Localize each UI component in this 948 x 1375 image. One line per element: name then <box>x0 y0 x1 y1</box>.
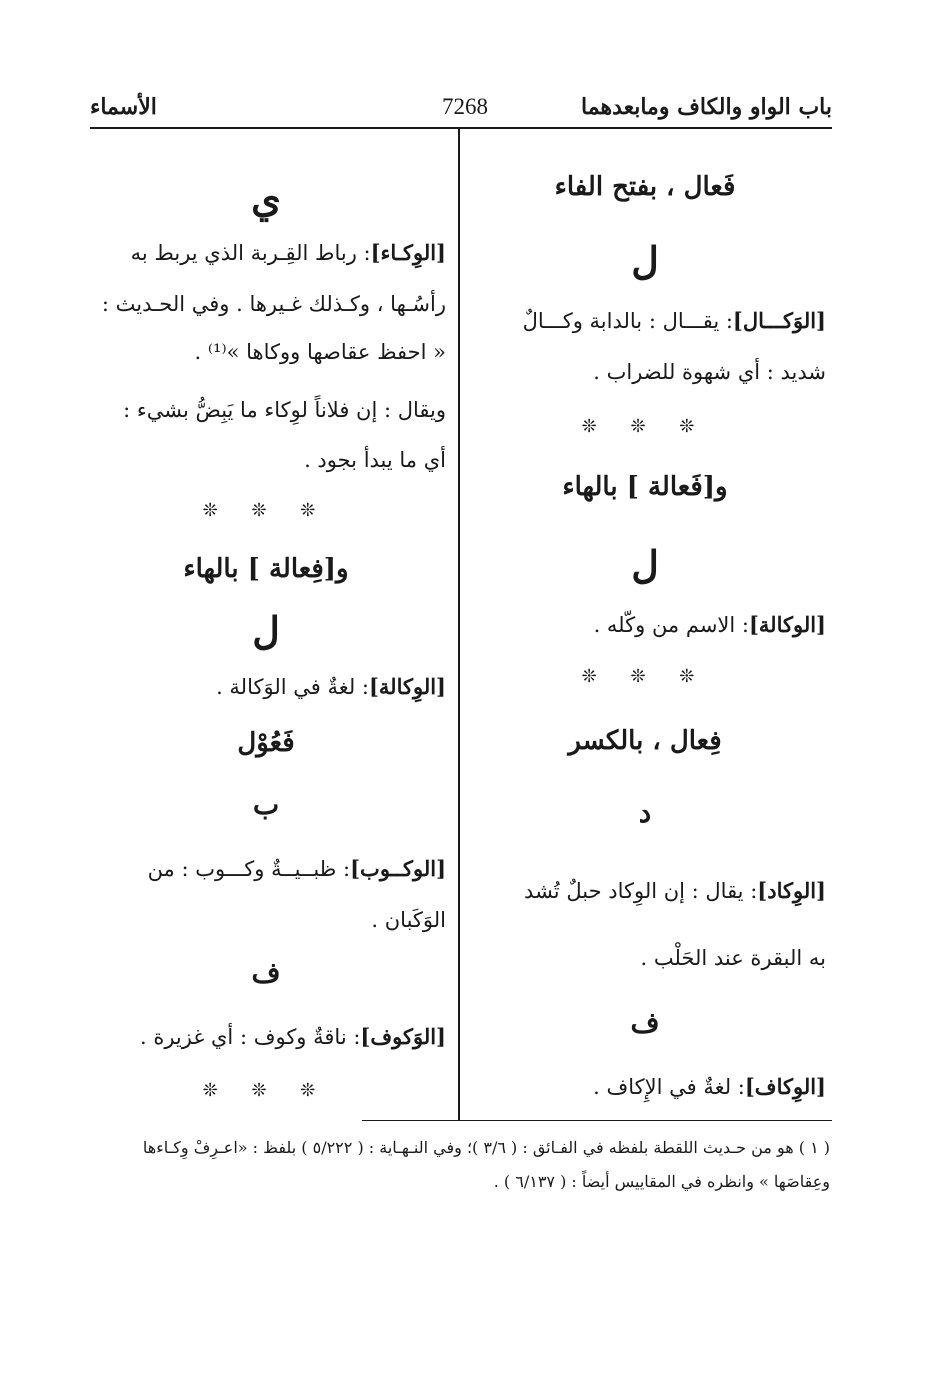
left-entry-wakuf: [الوَكوف]: ناقةٌ وكوف : أي غزيرة . <box>139 1024 446 1049</box>
right-entry-wakala-keyword: [الوكالة] <box>748 612 826 637</box>
left-heading-fi-ala: و[فِعالة ] بالهاء <box>183 554 349 584</box>
left-entry-wika-keyword: [الوِكـاء] <box>370 240 446 265</box>
page-number: 7268 <box>442 94 488 119</box>
right-letter-fa: ف <box>630 1006 660 1039</box>
left-letter-ya: ي <box>251 176 281 221</box>
right-entry-wikaf: [الوِكاف]: لغةٌ في الإِكاف . <box>593 1074 826 1099</box>
left-letter-fa: ف <box>251 956 281 989</box>
left-entry-wika-line3: « احفظ عقاصها ووكاها »⁽¹⁾ . <box>194 340 446 364</box>
running-header <box>90 88 832 126</box>
right-entry-wakal-line2: شديد : أي شهوة للضراب . <box>593 360 826 384</box>
right-entry-wakal-line1: [الوَكـــال]: يقـــال : بالدابة وكـــالٌ <box>522 308 826 333</box>
right-entry-wikad-line2: به البقرة عند الحَلْب . <box>640 946 826 970</box>
right-entry-wakala: [الوكالة]: الاسم من وكّله . <box>593 612 826 637</box>
left-separator-stars-1: ❊ ❊ ❊ <box>202 500 330 521</box>
right-heading-fa-al: فَعال ، بفتح الفاء <box>554 172 736 202</box>
chapter-title: باب الواو والكاف ومابعدهما <box>581 94 832 120</box>
left-letter-lam: ل <box>252 608 280 653</box>
left-entry-wakub-line2: الوَكَبان . <box>371 908 446 932</box>
left-entry-wakub-line1: [الوكــوب]: ظبــيــةٌ وكـــوب : من <box>147 856 446 881</box>
left-separator-stars-2: ❊ ❊ ❊ <box>202 1080 330 1101</box>
left-entry-wikala-keyword: [الوِكالة] <box>368 674 446 699</box>
left-entry-wikala: [الوِكالة]: لغةٌ في الوَكالة . <box>216 674 446 699</box>
left-entry-wakub-keyword: [الوكــوب] <box>350 856 446 881</box>
left-entry-wakuf-keyword: [الوَكوف] <box>360 1024 446 1049</box>
right-heading-fa-ala: و[فَعالة ] بالهاء <box>562 472 728 502</box>
right-entry-wikad-line1: [الوِكاد]: يقال : إن الوِكاد حبلٌ تُشد <box>524 878 826 903</box>
right-entry-wikad-keyword: [الوِكاد] <box>757 878 826 903</box>
left-letter-ba: ب <box>252 788 280 821</box>
left-entry-wika-line5: أي ما يبدأ بجود . <box>304 448 446 472</box>
left-entry-wika-line1: [الوِكـاء]: رباط القِـربة الذي يربط به <box>130 240 446 265</box>
left-heading-fa-ul: فَعُوْل <box>237 728 295 758</box>
right-heading-fi-al: فِعال ، بالكسر <box>568 726 722 756</box>
right-letter-lam-2: ل <box>631 542 659 587</box>
right-entry-wakal-keyword: [الوَكـــال] <box>732 308 826 333</box>
column-divider <box>458 129 460 1121</box>
right-separator-stars-1: ❊ ❊ ❊ <box>581 416 709 437</box>
left-entry-wika-line2: رأسُـها ، وكـذلك غـيرها . وفي الحـديث : <box>101 292 446 316</box>
right-separator-stars-2: ❊ ❊ ❊ <box>581 666 709 687</box>
footnote-line1: ( ١ ) هو من حـديث اللقطة بلفظه في الفـائق : ( ٣/٦ )؛ وفي النـهـاية : ( ٥/٢٢٢ ) بلفظ : «اعـرِفْ وِكـاءها <box>142 1138 830 1157</box>
left-entry-wika-line4: ويقال : إن فلاناً لوِكاء ما يَبِضُّ بشيء : <box>123 398 446 422</box>
right-letter-lam-1: ل <box>631 238 659 283</box>
footnote-rule <box>362 1120 832 1121</box>
footnote-line2: وعِقاصَها » وانظره في المقاييس أيضاً : ( ٦/١٣٧ ) . <box>493 1172 830 1191</box>
section-title: الأسماء <box>90 94 157 120</box>
header-rule <box>90 127 832 129</box>
right-entry-wikaf-keyword: [الوِكاف] <box>744 1074 826 1099</box>
right-letter-dal: د <box>638 796 652 829</box>
